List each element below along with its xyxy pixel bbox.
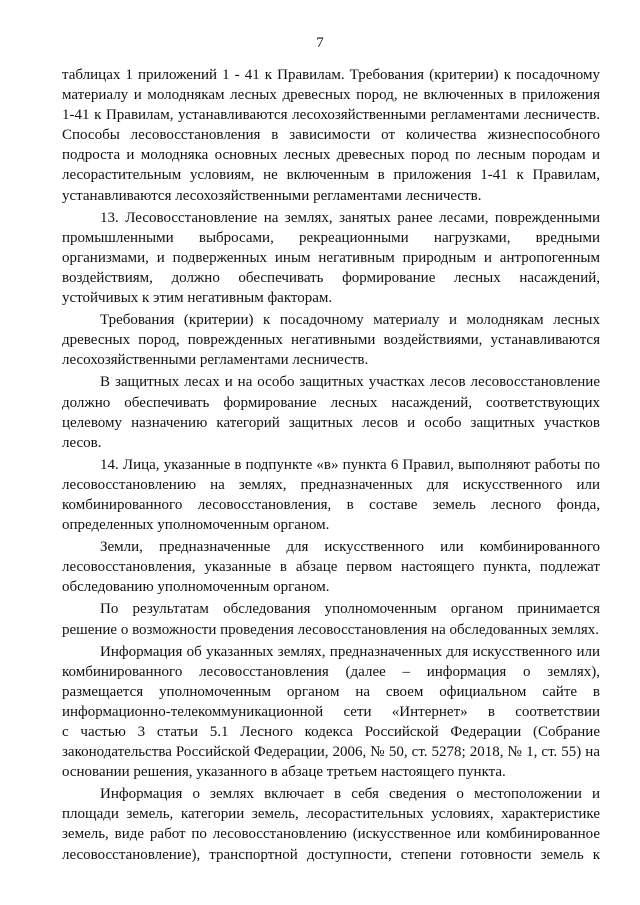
text-line: комбинированного лесовосстановления, в составе земель лесного фонда, (62, 496, 600, 513)
text-line: лесохозяйственными регламентами лесничеств. (62, 352, 369, 369)
paragraph (62, 65, 600, 206)
text-line: подроста и молодняка основных лесных древесных пород по лесным породам и (62, 147, 600, 164)
text-line: решение о возможности проведения лесовосстановления на обследованных землях. (62, 621, 600, 638)
text-line: Способы лесовосстановления в зависимости от количества жизнеспособного (62, 127, 600, 144)
text-line: лесовосстановления, указанные в абзаце первом настоящего пункта, подлежат (62, 559, 600, 576)
text-line: Земли, предназначенные для искусственного или комбинированного (100, 539, 600, 556)
paragraph (62, 784, 600, 864)
text-line: древесных пород, поврежденных негативными воздействиями, устанавливаются (62, 332, 600, 349)
text-line: материалу и молоднякам лесных древесных пород, не включенных в приложения (62, 87, 600, 104)
paragraph (62, 455, 600, 535)
paragraph (62, 372, 600, 452)
text-line: целевому назначению категорий защитных лесов и особо защитных участков (62, 414, 600, 431)
text-line: промышленными выбросами, рекреационными нагрузками, вредными (62, 229, 600, 246)
text-line: воздействиям, должно обеспечивать формирование лесных насаждений, (62, 269, 600, 286)
text-line: определенных уполномоченным органом. (62, 517, 330, 534)
text-line: обследованию уполномоченным органом. (62, 579, 330, 596)
paragraph (62, 537, 600, 597)
text-line: комбинированного лесовосстановления (далее – информация о землях), (62, 663, 600, 680)
document-body (62, 65, 600, 867)
paragraph (62, 599, 600, 639)
text-line: В защитных лесах и на особо защитных участках лесов лесовосстановление (100, 374, 600, 391)
text-line: Информация об указанных землях, предназначенных для искусственного или (100, 643, 600, 660)
text-line: организмами, и подверженных иным негативным природным и антропогенным (62, 249, 600, 266)
text-line: информационно-телекоммуникационной сети «Интернет» в соответствии (62, 703, 600, 720)
text-line: таблицах 1 приложений 1 - 41 к Правилам. Требования (критерии) к посадочному (62, 67, 600, 83)
text-line: устойчивых к этим негативным факторам. (62, 290, 333, 307)
paragraph (62, 208, 600, 308)
text-line: площади земель, категории земель, лесорастительных условиях, характеристике (62, 806, 600, 823)
text-line: лесов. (62, 434, 102, 451)
text-line: законодательства Российской Федерации, 2006, № 50, ст. 5278; 2018, № 1, ст. 55) на (62, 744, 600, 761)
text-line: устанавливаются лесохозяйственными регламентами лесничеств. (62, 187, 482, 204)
text-line: с частью 3 статьи 5.1 Лесного кодекса Российской Федерации (Собрание (62, 724, 600, 740)
text-line: 1-41 к Правилам, устанавливаются лесохозяйственными регламентами лесничеств. (62, 107, 600, 124)
text-line: лесовосстановлению на землях, предназначенных для искусственного или (62, 476, 600, 493)
paragraph (62, 310, 600, 370)
text-line: Требования (критерии) к посадочному материалу и молоднякам лесных (100, 312, 600, 329)
text-line: лесорастительным условиям, не включенным в приложения 1-41 к Правилам, (62, 167, 600, 184)
paragraph (62, 642, 600, 783)
text-line: основании решения, указанного в абзаце третьем настоящего пункта. (62, 764, 506, 781)
text-line: размещается уполномоченным органом на своем официальном сайте в (62, 683, 600, 700)
text-line: 13. Лесовосстановление на землях, занятых ранее лесами, поврежденными (100, 209, 600, 226)
text-line: земель, виде работ по лесовосстановлению (искусственное или комбинированное (62, 826, 600, 843)
text-line: должно обеспечивать формирование лесных насаждений, соответствующих (62, 394, 600, 411)
text-line: лесовосстановление), транспортной доступности, степени готовности земель к (62, 846, 600, 863)
text-line: Информация о землях включает в себя сведения о местоположении и (100, 786, 600, 803)
page-number: 7 (316, 35, 324, 51)
text-line: 14. Лица, указанные в подпункте «в» пункта 6 Правил, выполняют работы по (100, 456, 600, 473)
text-line: По результатам обследования уполномоченным органом принимается (100, 601, 600, 618)
